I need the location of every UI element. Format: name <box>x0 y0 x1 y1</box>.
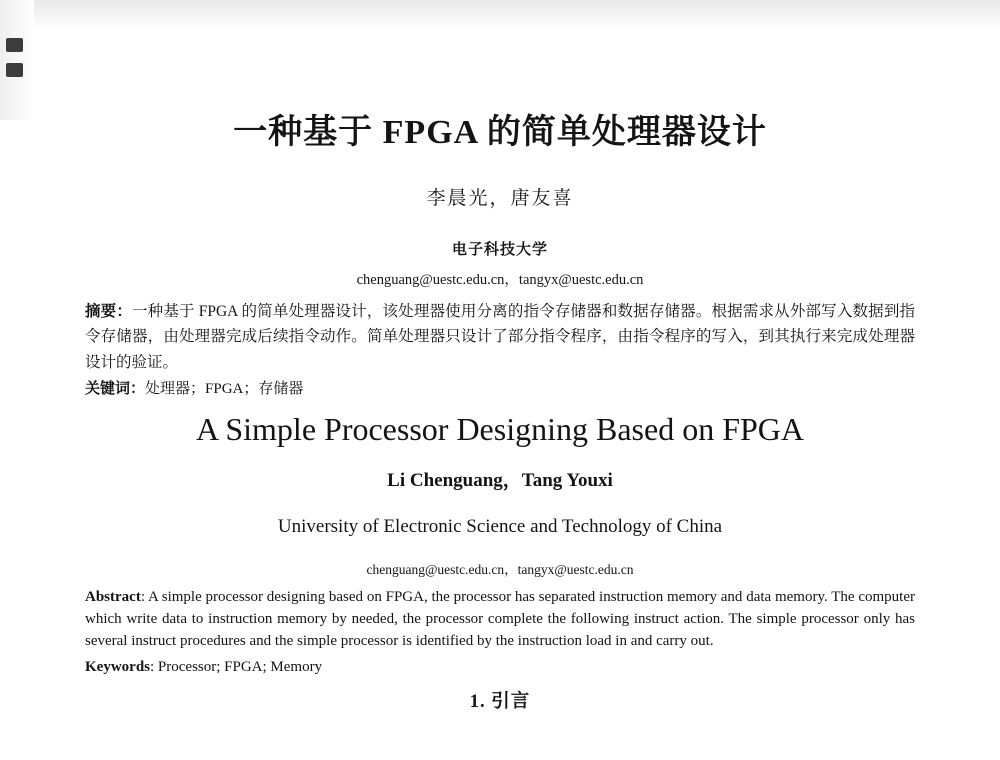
scan-artifact-mark <box>6 63 23 77</box>
en-title: A Simple Processor Designing Based on FPGA <box>196 411 804 448</box>
en-abstract-label: Abstract <box>85 589 141 606</box>
section-heading-intro: 1. 引言 <box>469 692 531 713</box>
zh-keywords-label: 关键词： <box>85 381 146 398</box>
zh-authors: 李晨光，唐友喜 <box>426 187 574 209</box>
en-abstract <box>85 587 915 652</box>
zh-affiliation: 电子科技大学 <box>451 241 548 258</box>
zh-keywords-text: 处理器；FPGA；存储器 <box>145 381 304 398</box>
zh-title: 一种基于 FPGA 的简单处理器设计 <box>233 114 767 151</box>
zh-abstract-text: 一种基于 FPGA 的简单处理器设计，该处理器使用分离的指令存储器和数据存储器。根据需求从外部写入数据到指令存储器，由处理器完成后续指令动作。简单处理器只设计了部分指令程序，由指令程序的写入，到其执行来完成处理器设计的验证。 <box>85 302 915 371</box>
en-abstract-text: : A simple processor designing based on FPGA, the processor has separated instruction memory and data memory. The computer which write data to instruction memory by needed, the processor complete the following instruct action. The simple processor only has several instruct procedures and the simple processor is identified by the instruction load in and carry out. <box>85 589 915 649</box>
en-keywords-label: Keywords <box>85 659 150 676</box>
zh-abstract <box>85 299 915 376</box>
en-keywords <box>85 657 915 678</box>
zh-emails: chenguang@uestc.edu.cn，tangyx@uestc.edu.cn <box>356 271 644 288</box>
zh-keywords <box>85 378 915 401</box>
en-keywords-text: : Processor; FPGA; Memory <box>150 659 323 676</box>
en-affiliation: University of Electronic Science and Technology of China <box>277 516 723 538</box>
zh-abstract-label: 摘要： <box>85 302 132 320</box>
paper-content <box>85 0 915 713</box>
en-authors: Li Chenguang，Tang Youxi <box>387 470 613 492</box>
en-emails: chenguang@uestc.edu.cn，tangyx@uestc.edu.cn <box>366 562 634 578</box>
scan-artifact-mark <box>6 38 23 52</box>
scan-edge-shadow-left <box>0 0 34 120</box>
